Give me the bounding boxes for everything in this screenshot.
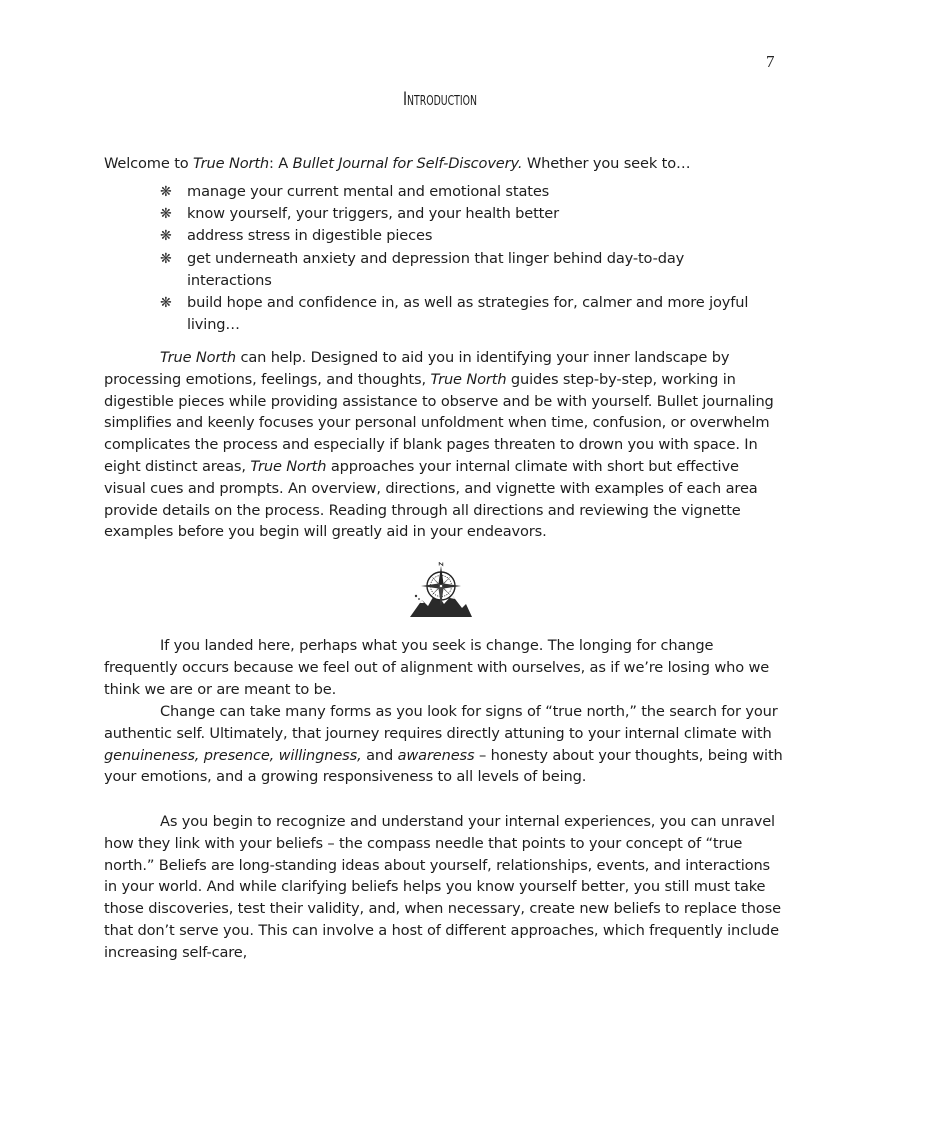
snowflake-bullet-icon: ❋ [160, 184, 172, 200]
snowflake-bullet-icon: ❋ [160, 228, 172, 245]
paragraph-text: can help. Designed to aid you in identifying your inner landscape by processing emotions, feelings, and thoughts, [104, 349, 730, 388]
paragraph-text: approaches your internal climate with short but effective visual cues and prompts. An overview, directions, and vignette with examples of each area provide details on the process. Reading through all directions and reviewing the vignette examples before you begin will greatly aid in your endeavors. [104, 457, 758, 541]
book-title-ref: True North [430, 370, 507, 388]
list-item [160, 181, 760, 203]
paragraph-text: – honesty about your thoughts, being with your emotions, and a growing responsiveness to all levels of being. [104, 746, 783, 786]
chapter-title: Introduction [402, 88, 478, 110]
paragraph-change-forms [104, 701, 784, 788]
list-item-text: get underneath anxiety and depression that linger behind day-to-day interactions [187, 249, 685, 289]
emphasis-qualities: genuineness, presence, willingness, [104, 746, 362, 764]
paragraph-text: As you begin to recognize and understand your internal experiences, you can unravel how they link with your beliefs – the compass needle that points to your concept of “true north.” Beliefs are long-standing ideas about yourself, relationships, events, and interactions in your world. And while clarifying beliefs helps you know yourself better, you still must take those discoveries, test their validity, and, when necessary, create new beliefs to replace those that don’t serve you. This can involve a host of different approaches, which frequently include increasing self-care, [104, 813, 781, 961]
paragraph-beliefs [104, 811, 784, 964]
list-item [160, 248, 760, 292]
goals-bullet-list [160, 181, 760, 336]
book-subtitle: Bullet Journal for Self-Discovery. [292, 155, 523, 172]
list-item-text: address stress in digestible pieces [187, 227, 433, 245]
page-number: 7 [766, 52, 775, 71]
paragraph-text: Change can take many forms as you look for signs of “true north,” the search for your authentic self. Ultimately, that journey requires directly attuning to your internal climate with [104, 703, 778, 742]
book-title-ref: True North [250, 457, 327, 475]
paragraph-text: and [361, 746, 398, 764]
list-item [160, 203, 760, 225]
list-item [160, 292, 760, 336]
snowflake-bullet-icon: ❋ [160, 295, 172, 312]
intro-sentence [104, 153, 784, 175]
compass-rose-icon [408, 562, 474, 618]
list-item-text: build hope and confidence in, as well as strategies for, calmer and more joyful living… [187, 294, 749, 334]
book-title-ref: True North [160, 349, 236, 366]
intro-colon: : A [269, 155, 293, 172]
list-item-text: manage your current mental and emotional states [187, 183, 550, 200]
paragraph-text: guides step-by-step, working in digestible pieces while providing assistance to observe and be with yourself. Bullet journaling simplifies and keenly focuses your personal unfoldment when time, confusion, or overwhelm complicates the process and especially if blank pages threaten to drown you with space. In eight distinct areas, [104, 370, 774, 475]
intro-text-before: Welcome to [104, 155, 194, 172]
snowflake-bullet-icon: ❋ [160, 250, 172, 267]
intro-text-after: Whether you seek to… [522, 155, 691, 172]
list-item-text: know yourself, your triggers, and your health better [187, 205, 559, 223]
paragraph-true-north-help [104, 347, 784, 543]
paragraph-text: If you landed here, perhaps what you seek is change. The longing for change frequently occurs because we feel out of alignment with ourselves, as if we’re losing who we think we are or are meant to be. [104, 637, 770, 698]
book-title: True North [193, 155, 270, 172]
snowflake-bullet-icon: ❋ [160, 206, 172, 223]
list-item [160, 225, 760, 247]
paragraph-seek-change [104, 635, 784, 700]
emphasis-awareness: awareness [397, 746, 475, 764]
